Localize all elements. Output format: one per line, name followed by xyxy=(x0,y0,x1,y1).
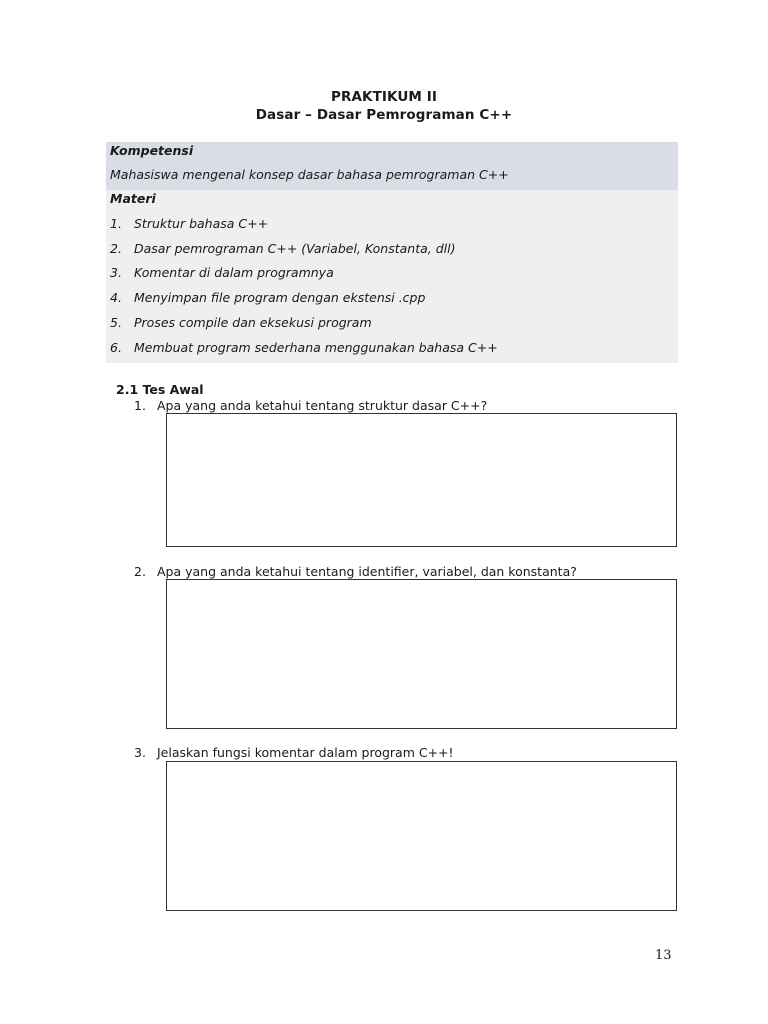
materi-item-number: 2. xyxy=(110,241,122,256)
materi-item-text: Proses compile dan eksekusi program xyxy=(134,315,372,330)
question-text: Apa yang anda ketahui tentang identifier, variabel, dan konstanta? xyxy=(157,564,577,579)
competency-label: Kompetensi xyxy=(110,143,194,158)
materi-item-number: 5. xyxy=(110,315,122,330)
materi-item-number: 3. xyxy=(110,265,122,280)
materi-item-number: 6. xyxy=(110,340,122,355)
materi-item-number: 4. xyxy=(110,290,122,305)
materi-item-text: Struktur bahasa C++ xyxy=(134,216,269,231)
materi-item-text: Menyimpan file program dengan ekstensi .cpp xyxy=(134,290,426,305)
question-number: 3. xyxy=(134,745,146,760)
page-title: PRAKTIKUM II xyxy=(331,89,437,105)
question-number: 2. xyxy=(134,564,146,579)
answer-box[interactable] xyxy=(166,761,677,911)
question-number: 1. xyxy=(134,398,146,413)
materi-item-number: 1. xyxy=(110,216,122,231)
question-text: Jelaskan fungsi komentar dalam program C++! xyxy=(157,745,454,760)
materi-item-text: Komentar di dalam programnya xyxy=(134,265,334,280)
materi-item-text: Dasar pemrograman C++ (Variabel, Konstanta, dll) xyxy=(134,241,456,256)
section-title: 2.1 Tes Awal xyxy=(116,382,204,397)
materi-label: Materi xyxy=(110,191,156,206)
competency-text: Mahasiswa mengenal konsep dasar bahasa pemrograman C++ xyxy=(110,167,509,182)
question-text: Apa yang anda ketahui tentang struktur dasar C++? xyxy=(157,398,488,413)
materi-item-text: Membuat program sederhana menggunakan bahasa C++ xyxy=(134,340,498,355)
page-number: 13 xyxy=(655,948,672,963)
answer-box[interactable] xyxy=(166,579,677,729)
answer-box[interactable] xyxy=(166,413,677,547)
page-subtitle: Dasar – Dasar Pemrograman C++ xyxy=(255,107,513,123)
